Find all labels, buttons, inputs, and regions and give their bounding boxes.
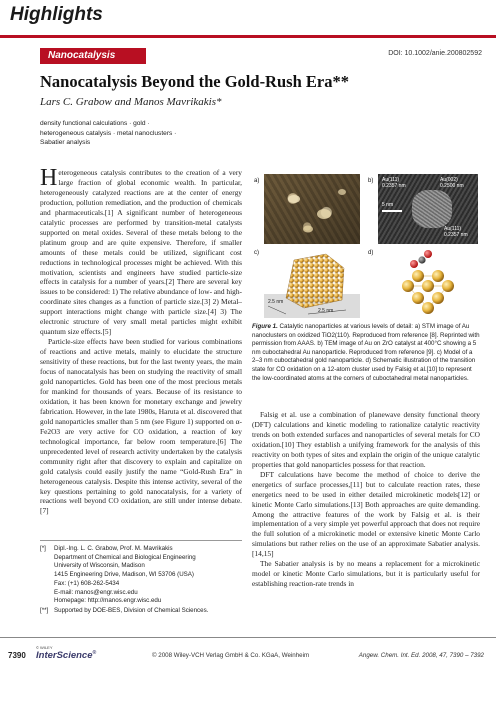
footnote-body: [54, 545, 196, 606]
footnote-body: [54, 607, 208, 616]
doi[interactable]: DOI: 10.1002/anie.200802592: [388, 50, 482, 57]
tem-scalebar-label: 5 nm: [382, 202, 394, 208]
transition-state-panel: [378, 248, 478, 318]
tem-image-panel: [378, 174, 478, 244]
footnote-rule: [40, 540, 242, 541]
footnote-line: Department of Chemical and Biological Engineering: [54, 553, 196, 561]
journal-reference-text: Angew. Chem. Int. Ed. 2008, 47, 7390 – 7392: [358, 652, 484, 659]
nanoparticle-model: [264, 248, 360, 318]
footnote-affiliation: [40, 545, 245, 606]
footnote-line: University of Wisconsin, Madison: [54, 562, 145, 570]
tem-annotation: Au(111): [382, 177, 400, 183]
footnote-line: Dipl.-Ing. L. C. Grabow, Prof. M. Mavrikakis: [54, 545, 173, 552]
logo-text: InterScience: [36, 650, 93, 662]
body-left-column: [40, 165, 243, 516]
footnotes: [40, 545, 245, 616]
paragraph-text: eterogeneous catalysis contributes to the creation of a very large fraction of global economic wealth. In particular, heterogeneously catalyzed reactions are at the center of energy production, pollution remediation, and the production of chemicals and pharmaceuticals.[1] A significant number of heterogeneous catalytic processes are performed by transition-metal catalysts supported on metal oxides. Several of these metals belong to the platinum group and are quite expensive. Therefore, if smaller amounts of these metals could be utilized, significant cost reductions in technological processes might be achieved. With this motivation, scientists and engineers have studied particle-size effects in catalysis for a number of years.[2] There are several key issues to be considered: 1) The relative abundance of low- and high-coordinate sites changes as a function of particle size.[3] 2) Metal–support interactions might change with particle size.[4] 3) The electronic structure of very small metal particles might exhibit quantum size effects.[5]: [40, 168, 243, 337]
caption-text: Catalytic nanoparticles at various levels of detail: a) STM image of Au nanoclusters on oxidized TiO2(110). Reproduced from reference [8]. Reprinted with permission from AAAS. b) TEM image of Au on ZrO catalyst at 400°C showing a 5 nm cuboctahedral Au nanoparticle. Reproduced from reference [9]. c) Model of a 2–3 nm cuboctahedral gold nanoparticle. d) Schematic illustration of the transition state for CO oxidation on a 12-atom cluster used by Falsig et al.[10] to represent the low-coordinated atoms at the corners of cuboctahedral metal nanoparticles.: [252, 323, 480, 382]
tem-annotation: 0.2357 nm: [444, 232, 468, 238]
tem-annotation: 0.2500 nm: [440, 183, 464, 189]
tem-annotation: Au(111): [444, 226, 462, 232]
paragraph: Falsig et al. use a combination of planewave density functional theory (DFT) calculations and kinetic modeling to rationalize catalytic reactivity trends on both extended surfaces and nanoparticles of several metals for CO oxidation.[10] They establish a unifying framework for the analysis of this reactivity on both types of sites and explain the origin of the unique catalytic properties that gold nanoparticles possess for that reaction.: [252, 410, 480, 469]
article-authors: Lars C. Grabow and Manos Mavrikakis*: [40, 96, 222, 108]
scale-label: 2.5 nm: [268, 299, 284, 305]
cluster-model: [378, 248, 478, 318]
scale-label: 2.5 nm: [318, 308, 334, 314]
keyword-line: Sabatier analysis: [40, 139, 91, 147]
header-rule: [0, 35, 496, 38]
footnote-homepage[interactable]: Homepage: http://manos.engr.wisc.edu: [54, 597, 162, 605]
paragraph: The Sabatier analysis is by no means a replacement for a microkinetic model or kinetic Monte Carlo simulations, but it is particularly useful for establishing reaction-rate trends in: [252, 559, 480, 589]
tem-scalebar: [382, 210, 402, 212]
keyword-line: heterogeneous catalysis · metal nanoclusters ·: [40, 129, 177, 137]
footnote-funding: [40, 607, 245, 616]
panel-label-d: d): [368, 250, 374, 256]
footnote-mark: [*]: [40, 545, 46, 552]
caption-label: Figure 1.: [252, 323, 278, 330]
footer-rule: [0, 637, 496, 638]
highlights-header: [0, 0, 496, 40]
paragraph: DFT calculations have become the method of choice to derive the energetics of surface processes,[11] but to calculate reaction rates, these energetics need to be used in either detailed microkinetic models[12] or kinetic Monte Carlo simulations.[13] Both approaches are quite demanding. Among the attractive features of the work by Falsig et al. is their implementation of a very simple yet powerful approach that does not require the full solution of a microkinetic model or extensive kinetic Monte Carlo simulations but rather relies on the use of an approximate Sabatier analysis.[14,15]: [252, 469, 480, 559]
footnote-email[interactable]: E-mail: manos@engr.wisc.edu: [54, 588, 138, 596]
footnote-line: 1415 Engineering Drive, Madison, WI 53706 (USA): [54, 571, 194, 579]
footnote-mark: [**]: [40, 606, 49, 614]
journal-reference: [359, 652, 484, 659]
panel-label-a: a): [254, 178, 260, 184]
article-title: Nanocatalysis Beyond the Gold-Rush Era**: [40, 72, 349, 91]
panel-label-b: b): [368, 178, 374, 184]
section-title: Highlights: [10, 4, 103, 25]
stm-texture: [264, 174, 360, 244]
interscience-logo[interactable]: [36, 645, 96, 661]
figure-1: [252, 170, 480, 320]
copyright: © 2008 Wiley-VCH Verlag GmbH & Co. KGaA, Weinheim: [152, 652, 310, 659]
tem-particle: [412, 190, 452, 228]
page-number: 7390: [8, 651, 26, 660]
stm-image-panel: [264, 174, 360, 244]
wiley-mark: © WILEY: [36, 645, 53, 650]
footnote-line: Supported by DOE-BES, Division of Chemical Sciences.: [54, 606, 209, 614]
body-right-column: [252, 410, 480, 589]
nanoparticle-model-panel: [264, 248, 360, 318]
drop-cap: H: [40, 165, 58, 191]
tem-annotation: 0.2357 nm: [382, 183, 406, 189]
category-tag: Nanocatalysis: [40, 48, 146, 64]
registered-mark: ®: [92, 650, 97, 656]
keywords: [40, 119, 210, 148]
figure-caption: [252, 323, 480, 383]
tem-annotation: Au(002): [440, 177, 458, 183]
panel-label-c: c): [254, 250, 259, 256]
paragraph: [40, 165, 243, 337]
paragraph: Particle-size effects have been studied for various combinations of reactions and active metals, mainly to elucidate the structure sensitivity of these reactions, but for the last twenty years, the main focus of nanocatalysis has been on studying the reactivity of small gold nanoparticles. Gold has been one of the most precious metals for mankind for thousands of years. Because of its resistance to oxidation, it has been known for monetary exchange and jewelry fabrication. However, in the late 1980s, Haruta et al. discovered that gold nanoparticles smaller than 5 nm (see Figure 1) supported on α-Fe2O3 are very active for CO oxidation, a reaction of key technological importance, far below room temperature.[6] The unprecedented level of research activity undertaken by the catalysis community right after that discovery to explain and capitalize on gold catalysis could easily justify the name “Gold-Rush Era” in heterogeneous catalysis. Despite this intense activity, several of the key questions pertaining to gold nanocatalysis, for a variety of reactions well beyond CO oxidation, are still under intense debate.[7]: [40, 337, 242, 516]
footnote-line: Fax: (+1) 608-262-5434: [54, 579, 120, 587]
keyword-line: density functional calculations · gold ·: [40, 120, 150, 127]
